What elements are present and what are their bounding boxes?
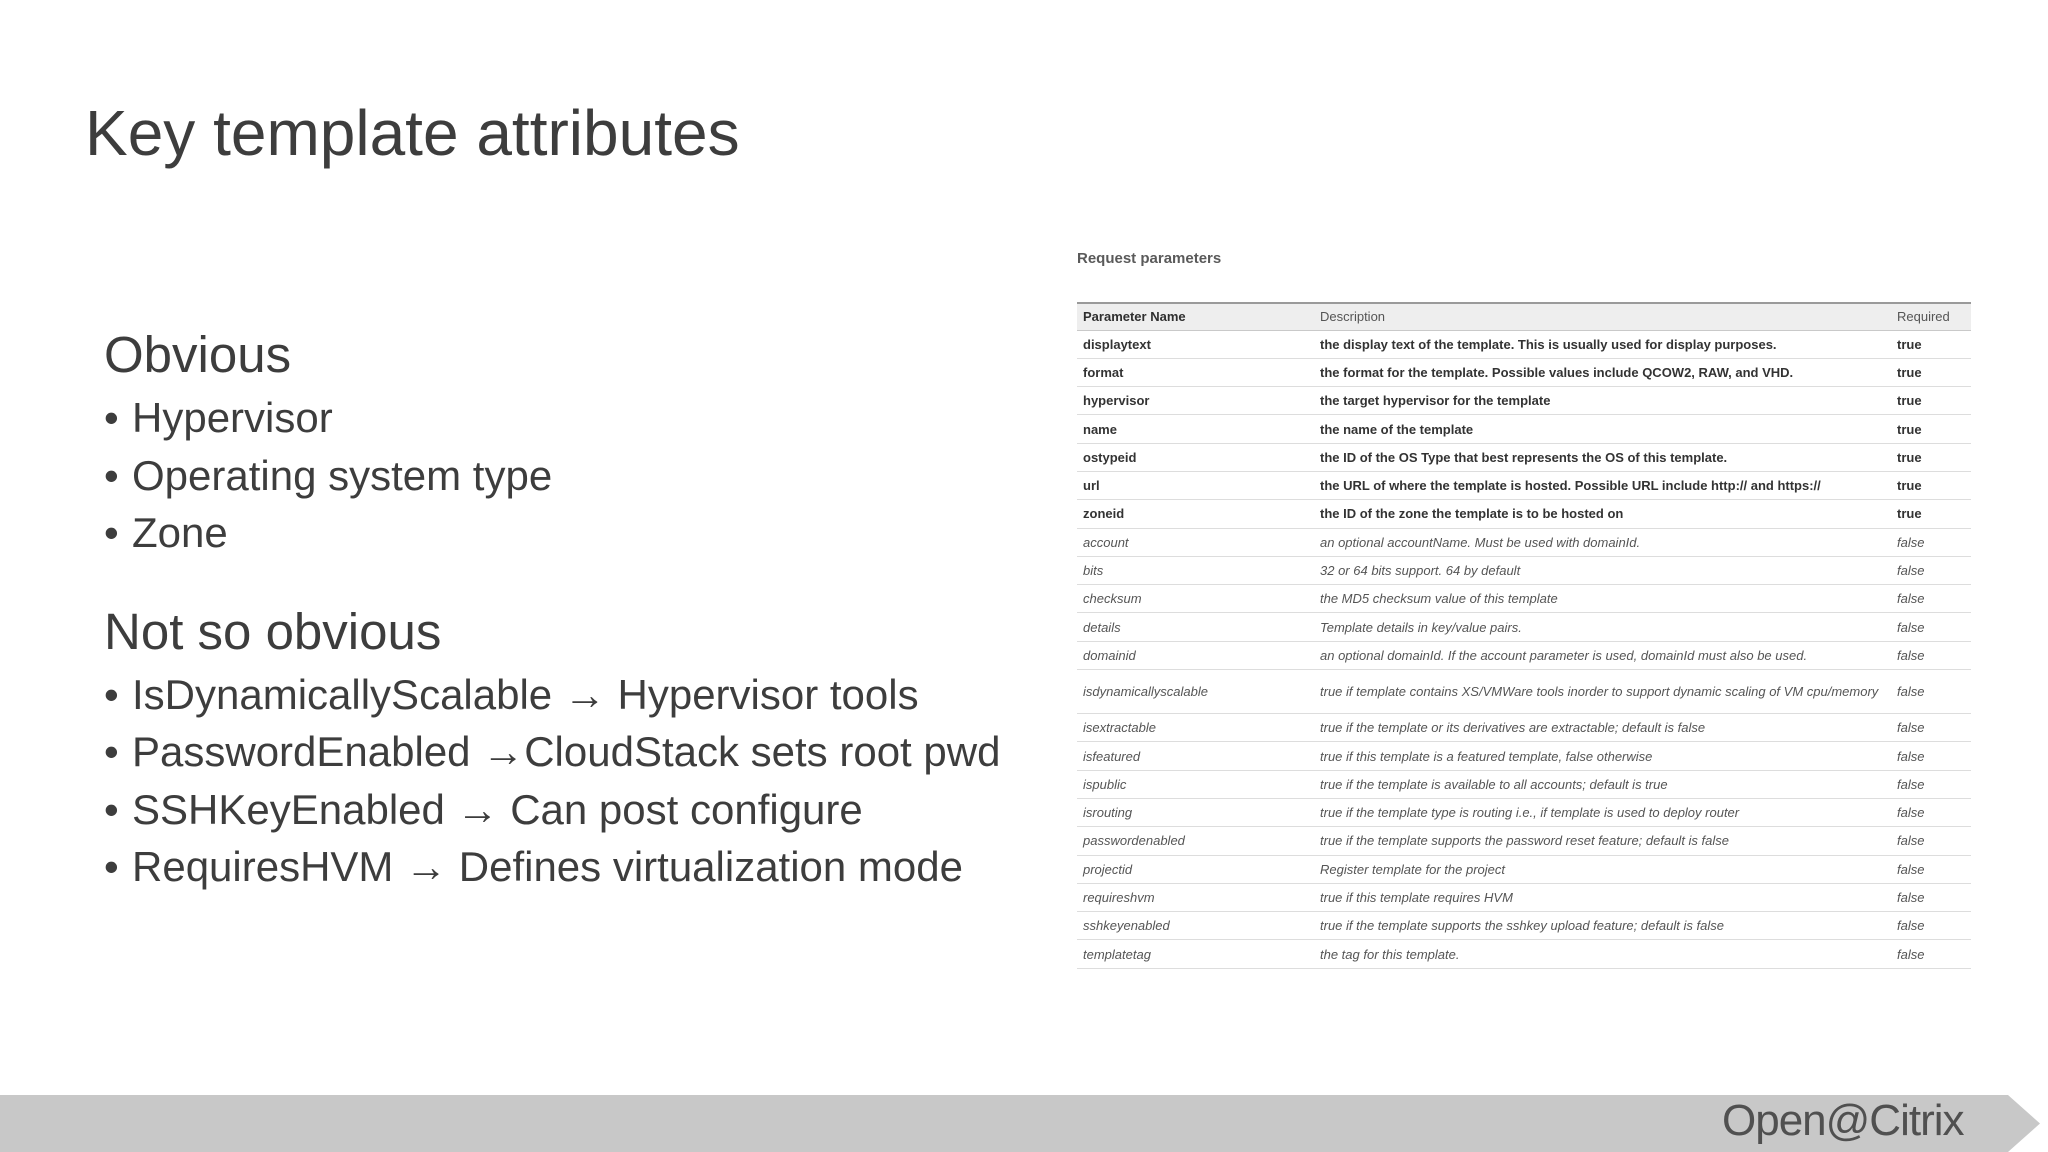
table-row [1077,855,1971,883]
param-description-cell: the name of the template [1314,415,1891,443]
parameters-table [1077,302,1971,969]
not-obvious-item [104,723,1034,781]
param-description-cell: Template details in key/value pairs. [1314,613,1891,641]
header-description: Description [1314,303,1891,330]
param-required-cell: true [1891,330,1971,358]
table-row [1077,443,1971,471]
param-description-cell: Register template for the project [1314,855,1891,883]
param-name-cell: details [1077,613,1314,641]
param-description-cell: the ID of the OS Type that best represents the OS of this template. [1314,443,1891,471]
bullet-icon: • [104,394,119,441]
table-header-row [1077,303,1971,330]
param-description-cell: true if the template is available to all accounts; default is true [1314,770,1891,798]
obvious-heading: Obvious [104,326,292,383]
param-name-cell: sshkeyenabled [1077,912,1314,940]
param-name-cell: templatetag [1077,940,1314,968]
obvious-list [104,389,1034,562]
param-description-cell: the target hypervisor for the template [1314,387,1891,415]
header-parameter-name: Parameter Name [1077,303,1314,330]
not-obvious-item [104,666,1034,724]
param-description-cell: true if the template or its derivatives are extractable; default is false [1314,714,1891,742]
table-row [1077,827,1971,855]
table-row [1077,883,1971,911]
param-description-cell: true if this template is a featured template, false otherwise [1314,742,1891,770]
not-obvious-item-text: PasswordEnabled →CloudStack sets root pwd [132,728,1001,775]
not-obvious-item-text: RequiresHVM → Defines virtualization mode [132,843,963,890]
request-parameters-title: Request parameters [1077,250,1222,267]
bullet-icon: • [104,670,119,718]
param-required-cell: false [1891,855,1971,883]
obvious-item [104,504,1034,562]
bullet-icon: • [104,451,119,499]
param-description-cell: the URL of where the template is hosted. Possible URL include http:// and https:// [1314,471,1891,499]
param-required-cell: true [1891,443,1971,471]
param-required-cell: false [1891,714,1971,742]
obvious-item-text: Zone [132,509,228,556]
table-row [1077,500,1971,528]
header-required: Required [1891,303,1971,330]
table-row [1077,330,1971,358]
request-parameters-panel [1077,250,1971,969]
param-required-cell: true [1891,358,1971,386]
table-row [1077,556,1971,584]
param-name-cell: isrouting [1077,798,1314,826]
table-row [1077,670,1971,714]
not-obvious-heading: Not so obvious [104,602,442,660]
table-row [1077,912,1971,940]
param-name-cell: hypervisor [1077,387,1314,415]
not-obvious-item [104,838,1034,896]
param-name-cell: projectid [1077,855,1314,883]
param-description-cell: an optional accountName. Must be used with domainId. [1314,528,1891,556]
not-obvious-item-text: IsDynamicallyScalable → Hypervisor tools [132,670,919,718]
obvious-item [104,447,1034,505]
param-description-cell: the format for the template. Possible values include QCOW2, RAW, and VHD. [1314,358,1891,386]
param-name-cell: requireshvm [1077,883,1314,911]
param-description-cell: the MD5 checksum value of this template [1314,585,1891,613]
param-name-cell: bits [1077,556,1314,584]
param-required-cell: true [1891,500,1971,528]
table-row [1077,358,1971,386]
table-row [1077,613,1971,641]
bullet-icon: • [104,728,119,775]
table-row [1077,387,1971,415]
table-row [1077,940,1971,968]
table-row [1077,770,1971,798]
param-name-cell: url [1077,471,1314,499]
open-citrix-logo: Open@Citrix [1722,1096,1964,1145]
table-row [1077,585,1971,613]
table-row [1077,415,1971,443]
param-description-cell: true if the template type is routing i.e., if template is used to deploy router [1314,798,1891,826]
param-description-cell: 32 or 64 bits support. 64 by default [1314,556,1891,584]
param-required-cell: false [1891,883,1971,911]
param-name-cell: account [1077,528,1314,556]
table-row [1077,528,1971,556]
param-description-cell: the ID of the zone the template is to be hosted on [1314,500,1891,528]
param-required-cell: false [1891,742,1971,770]
obvious-item-text: Hypervisor [132,394,333,441]
param-description-cell: true if this template requires HVM [1314,883,1891,911]
param-required-cell: false [1891,528,1971,556]
param-name-cell: name [1077,415,1314,443]
param-required-cell: true [1891,415,1971,443]
param-required-cell: true [1891,471,1971,499]
param-name-cell: isdynamicallyscalable [1077,670,1314,714]
param-description-cell: true if the template supports the sshkey upload feature; default is false [1314,912,1891,940]
slide-title: Key template attributes [85,97,740,169]
param-name-cell: isextractable [1077,714,1314,742]
param-required-cell: false [1891,556,1971,584]
param-name-cell: ostypeid [1077,443,1314,471]
param-name-cell: passwordenabled [1077,827,1314,855]
table-row [1077,798,1971,826]
table-row [1077,714,1971,742]
table-row [1077,471,1971,499]
param-required-cell: true [1891,387,1971,415]
param-name-cell: ispublic [1077,770,1314,798]
param-required-cell: false [1891,670,1971,714]
param-required-cell: false [1891,827,1971,855]
param-required-cell: false [1891,585,1971,613]
bullet-icon: • [104,843,119,890]
param-required-cell: false [1891,912,1971,940]
obvious-item-text: Operating system type [132,451,553,499]
param-name-cell: zoneid [1077,500,1314,528]
not-obvious-item-text: SSHKeyEnabled → Can post configure [132,785,863,833]
bullet-icon: • [104,785,119,833]
param-name-cell: checksum [1077,585,1314,613]
param-required-cell: false [1891,770,1971,798]
param-description-cell: an optional domainId. If the account parameter is used, domainId must also be used. [1314,641,1891,669]
param-description-cell: the display text of the template. This is usually used for display purposes. [1314,330,1891,358]
param-required-cell: false [1891,940,1971,968]
param-description-cell: the tag for this template. [1314,940,1891,968]
param-required-cell: false [1891,613,1971,641]
param-name-cell: displaytext [1077,330,1314,358]
footer-chevron [2008,1095,2048,1152]
param-description-cell: true if the template supports the password reset feature; default is false [1314,827,1891,855]
not-obvious-list [104,666,1034,896]
param-required-cell: false [1891,798,1971,826]
param-description-cell: true if template contains XS/VMWare tools inorder to support dynamic scaling of VM cpu/memory [1314,670,1891,714]
param-name-cell: domainid [1077,641,1314,669]
param-name-cell: format [1077,358,1314,386]
attribute-lists [104,325,1034,896]
table-row [1077,641,1971,669]
bullet-icon: • [104,509,119,556]
table-row [1077,742,1971,770]
param-name-cell: isfeatured [1077,742,1314,770]
param-required-cell: false [1891,641,1971,669]
obvious-item [104,389,1034,447]
not-obvious-item [104,781,1034,839]
